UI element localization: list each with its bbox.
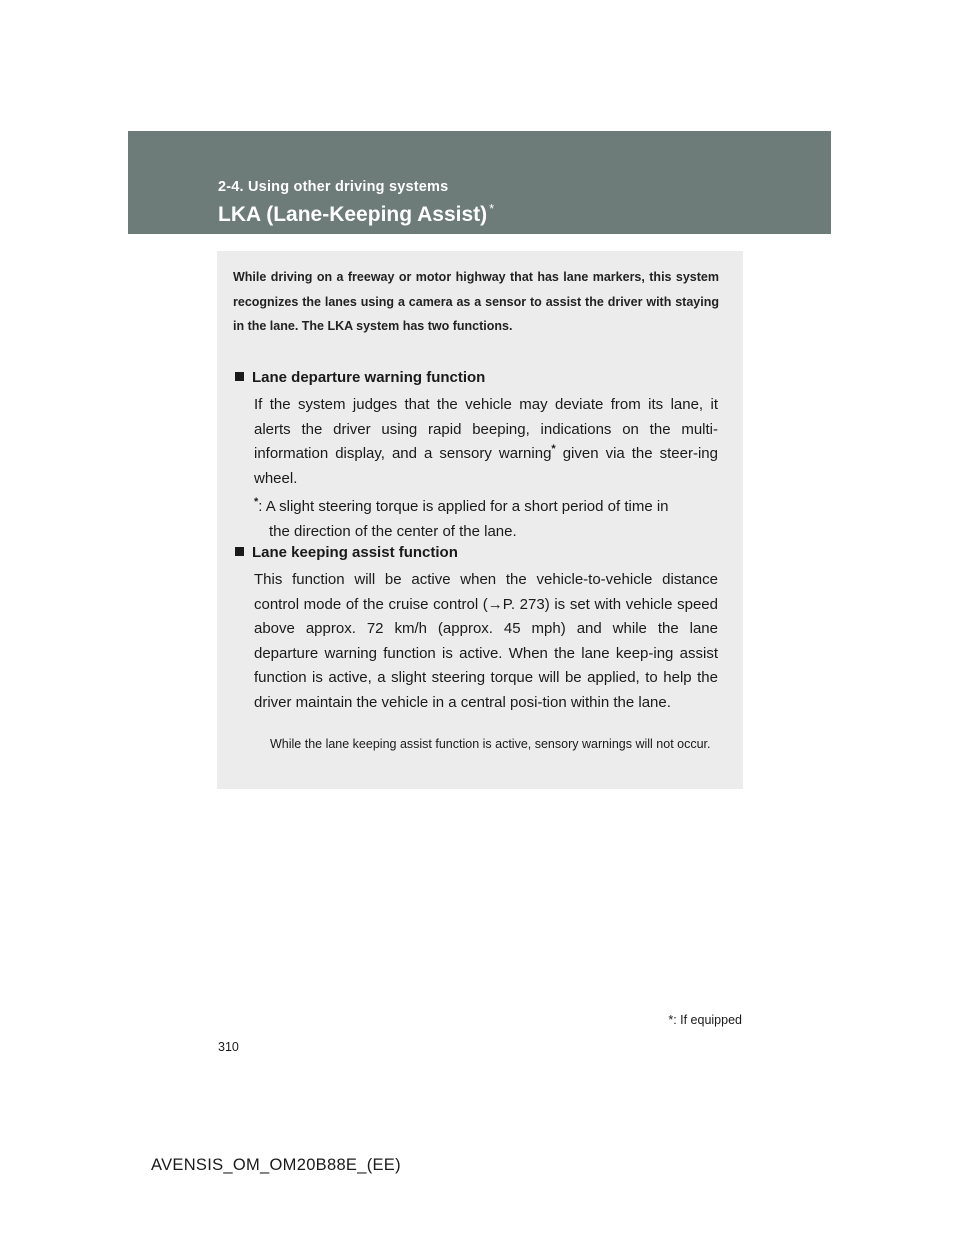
section-heading-lane-departure (235, 369, 485, 386)
section-heading-lane-keeping (235, 544, 458, 561)
intro-paragraph: While driving on a freeway or motor highway that has lane markers, this system recognizes the lanes using a camera as a sensor to assist the driver with staying in the lane. The LKA system has two functions. (233, 270, 719, 333)
section-heading-text: Lane keeping assist function (252, 544, 458, 561)
section-heading-text: Lane departure warning function (252, 369, 486, 386)
page-title (218, 201, 494, 227)
section-body-lane-keeping: This function will be active when the vehicle-to-vehicle distance control mode of the cruise control (→P. 273) is set with vehicle speed above approx. 72 km/h (approx. 45 mph) and while the lane departure warning function is active. When the lane keep-ing assist function is active, a slight steering torque will be applied, to help the driver maintain the vehicle in a central posi-tion within the lane. (254, 571, 718, 711)
page-number: 310 (218, 1040, 239, 1054)
footnote (254, 495, 718, 544)
square-bullet-icon (235, 547, 244, 556)
if-equipped-text: : If equipped (673, 1013, 742, 1027)
section-body-lane-departure (254, 393, 718, 491)
footnote-text-cont: the direction of the center of the lane. (269, 522, 517, 540)
content-box (217, 251, 743, 789)
note-text: While the lane keeping assist function is active, sensory warnings will not occur. (270, 737, 711, 751)
square-bullet-icon (235, 372, 244, 381)
header-band (128, 131, 831, 234)
body-text: given via the steer-ing wheel. (254, 445, 718, 487)
asterisk-mark: * (668, 1013, 674, 1027)
if-equipped-mark: * (489, 201, 495, 216)
footnote-text: : A slight steering torque is applied for a short period of time in (258, 498, 669, 515)
if-equipped-footnote (668, 1013, 742, 1027)
body-text: If the system judges that the vehicle may deviate from its lane, it alerts the driver using rapid beeping, indications on the multi-information display, and a sensory warning (254, 396, 718, 462)
asterisk-mark: * (254, 496, 259, 508)
document-code: AVENSIS_OM_OM20B88E_(EE) (151, 1156, 401, 1174)
page-title-text: LKA (Lane-Keeping Assist) (218, 203, 488, 226)
section-label: 2-4. Using other driving systems (218, 179, 449, 195)
asterisk-mark: * (551, 443, 556, 455)
